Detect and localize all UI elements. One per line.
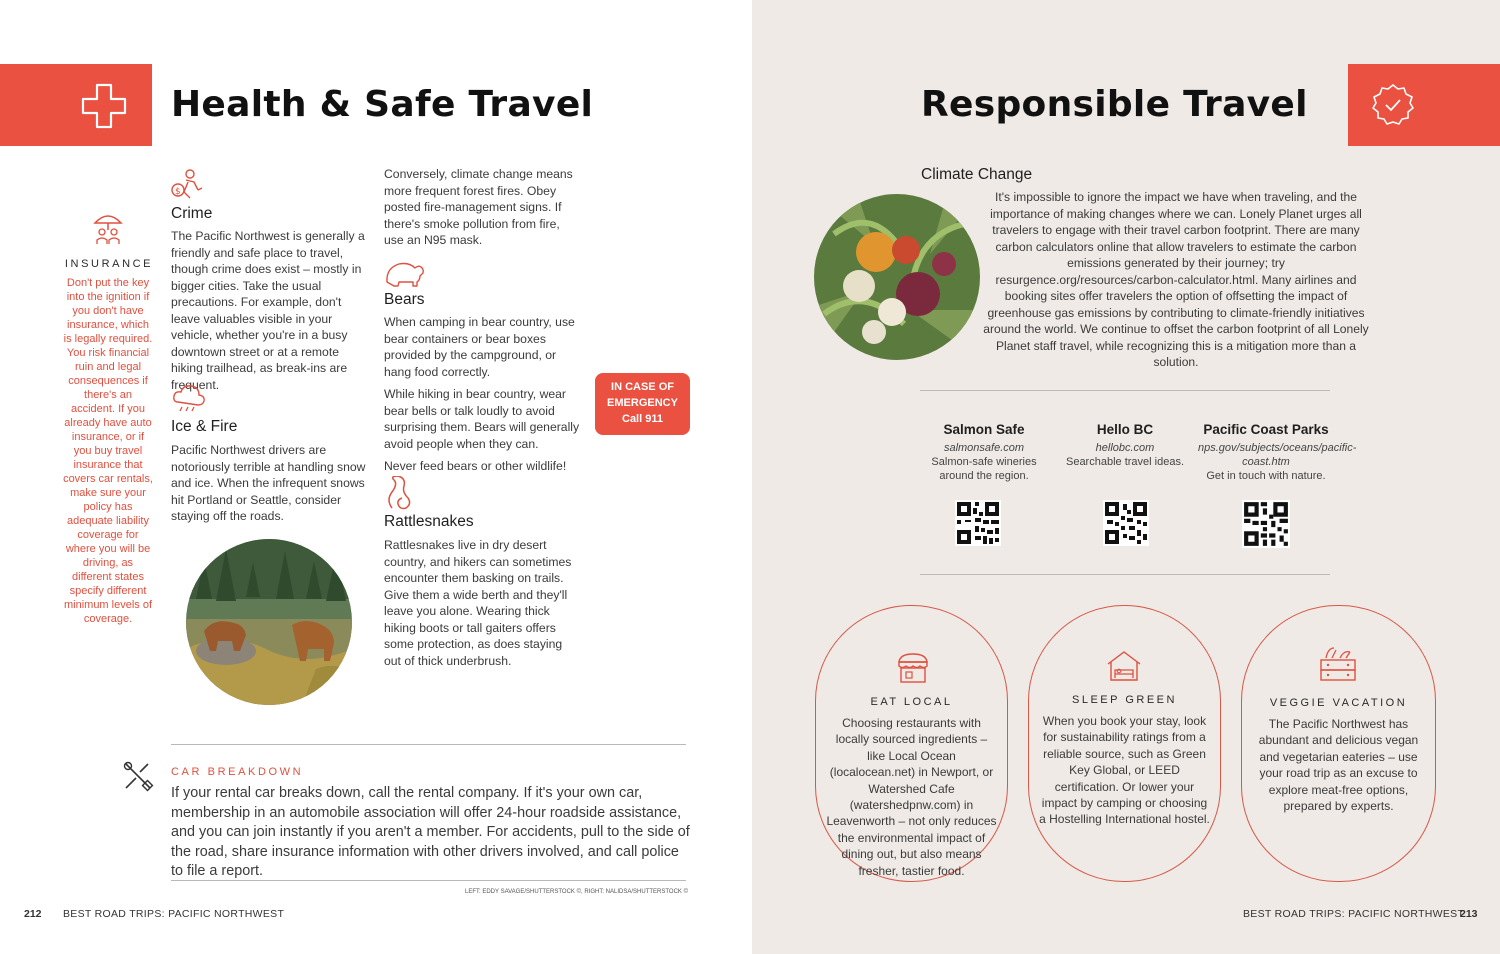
sleep-green-text: When you book your stay, look for sustainability ratings from a reliable source, such as Green Key Global, or LEED certification. Or lower your impact by camping or choosing a Hostelling International hostel. (1039, 714, 1210, 827)
veggie-vacation-title: VEGGIE VACATION (1269, 697, 1408, 709)
bears-text (384, 314, 584, 475)
link-title: Hello BC (1096, 422, 1154, 437)
crime-heading: Crime (171, 205, 213, 222)
footer-left: BEST ROAD TRIPS: PACIFIC NORTHWEST (63, 908, 285, 920)
eat-local-title: EAT LOCAL (870, 696, 953, 708)
page-number-right: 213 (1460, 908, 1478, 920)
divider (920, 390, 1330, 391)
rattlesnakes-heading: Rattlesnakes (384, 513, 474, 530)
link-title: Salmon Safe (943, 422, 1025, 437)
vegetable-crate-icon (1318, 644, 1358, 684)
page-title: Responsible Travel (921, 84, 1308, 125)
car-breakdown-text: If your rental car breaks down, call the rental company. If it's your own car, membership in an automobile association will offer 24-hour roadside assistance, and you can join instantly if you aren't a member. For accidents, pull to the side of the road, share insurance information with other drivers involved, and call police to file a report. (171, 785, 690, 879)
qr-code-icon[interactable] (1242, 500, 1290, 548)
divider (920, 574, 1330, 575)
bears-paragraph-2: While hiking in bear country, wear bear bells or talk loudly to avoid surprising them. Bears will generally avoid people when they can. (384, 387, 580, 451)
health-banner (0, 64, 152, 146)
climate-change-text: It's impossible to ignore the impact we have when traveling, and the importance of making changes where we can. Lonely Planet urges all travelers to engage with their travel carbon footprint. There are many carbon calculators online that allow travelers to estimate the carbon emissions generated by their journey; try resurgence.org/resources/carbon-calculator.html. Many airlines and booking sites offer travelers the option of offsetting the impact of greenhouse gas emissions by contributing to climate-friendly initiatives around the world. We continue to offset the carbon footprint of all Lonely Planet staff travel, while recognizing this is a mitigation more than a solution. (983, 190, 1369, 369)
rattlesnakes-text: Rattlesnakes live in dry desert country, and hikers can sometimes encounter them basking on trails. Give them a wide berth and they'll leave you alone. Wearing thick hiking boots or tall gaiters offers some protection, as does staying out of thick underbrush. (384, 538, 572, 668)
bear-icon (384, 258, 426, 288)
ice-fire-heading: Ice & Fire (171, 418, 238, 435)
eat-local-text: Choosing restaurants with locally sourced ingredients – like Local Ocean (localocean.net) in Newport, or Watershed Cafe (watershedpnw.com) in Leavenworth – not only reduces the environmental impact of dining out, but also means fresher, tastier food. (826, 716, 997, 878)
car-breakdown-heading: CAR BREAKDOWN (171, 766, 304, 778)
rattlesnake-icon (384, 476, 418, 510)
insurance-umbrella-icon (92, 210, 124, 246)
footer-right: BEST ROAD TRIPS: PACIFIC NORTHWEST (1243, 908, 1465, 920)
link-url[interactable]: salmonsafe.com (943, 442, 1025, 454)
wrench-screwdriver-icon (122, 760, 154, 792)
link-description: Get in touch with nature. (1206, 470, 1326, 482)
crime-icon (170, 168, 206, 200)
emergency-line-1: IN CASE OF (611, 381, 674, 393)
insurance-text: Don't put the key into the ignition if you don't have insurance, which is legally required. You risk financial ruin and legal consequences if there's an accident. If you already have auto insurance, or if you buy travel insurance that covers car rentals, make sure your policy has adequate liability coverage for where you will be driving, as different states specify different minimum levels of coverage. (63, 277, 153, 625)
link-pacific-coast-parks (1198, 422, 1357, 483)
emergency-call-number: Call 911 (622, 413, 663, 425)
veggie-vacation-text: The Pacific Northwest has abundant and delicious vegan and vegetarian eateries – use your road trip as an excuse to explore meat-free options, prepared by experts. (1258, 717, 1419, 814)
link-hello-bc (1060, 422, 1190, 469)
market-stall-icon (896, 652, 930, 684)
link-url[interactable]: nps.gov/subjects/oceans/pacific-coast.htm (1198, 442, 1357, 468)
fire-continued-text: Conversely, climate change means more frequent forest fires. Obey posted fire-management signs. If there's smoke pollution from fire, use an N95 mask. (384, 167, 573, 247)
sleep-green-title: SLEEP GREEN (1072, 694, 1177, 706)
emergency-badge (595, 373, 690, 435)
emergency-line-2: EMERGENCY (607, 397, 678, 409)
svg-text:$: $ (175, 187, 181, 197)
link-url[interactable]: hellobc.com (1095, 442, 1155, 454)
qr-code-icon[interactable] (955, 500, 1001, 546)
beets-photo (814, 194, 980, 360)
link-description: Salmon-safe wineries around the region. (931, 456, 1037, 482)
link-description: Searchable travel ideas. (1065, 456, 1184, 468)
climate-change-heading: Climate Change (921, 166, 1033, 183)
qr-code-icon[interactable] (1103, 500, 1149, 546)
ice-fire-icon (172, 382, 206, 416)
crime-text: The Pacific Northwest is generally a friendly and safe place to travel, though crime does exist – mostly in bigger cities. Take the usual precautions. For example, don't leave valuables visible in your vehicle, whether you're in a busy downtown street or at a remote hiking trailhead, as break-ins are frequent. (171, 229, 365, 392)
bears-paragraph-3: Never feed bears or other wildlife! (384, 459, 567, 473)
photo-credit: LEFT: EDDY SAVAGE/SHUTTERSTOCK ©, RIGHT: NALIDSA/SHUTTERSTOCK © (465, 889, 688, 895)
bear-photo (186, 539, 352, 705)
link-salmon-safe (920, 422, 1048, 483)
insurance-heading: INSURANCE (64, 258, 154, 270)
bears-heading: Bears (384, 291, 425, 308)
page-number-left: 212 (24, 908, 42, 920)
divider (171, 880, 686, 881)
bears-paragraph-1: When camping in bear country, use bear containers or bear boxes provided by the campground, or hang food correctly. (384, 315, 575, 379)
page-title: Health & Safe Travel (171, 84, 594, 125)
link-title: Pacific Coast Parks (1203, 422, 1329, 437)
verified-badge-icon (1370, 82, 1416, 128)
house-bed-icon (1106, 650, 1142, 682)
responsible-banner (1348, 64, 1500, 146)
ice-fire-text: Pacific Northwest drivers are notoriously terrible at handling snow and ice. When the infrequent snows hit Portland or Seattle, consider staying off the roads. (171, 443, 366, 523)
divider (171, 744, 686, 745)
medical-cross-icon (80, 82, 128, 130)
